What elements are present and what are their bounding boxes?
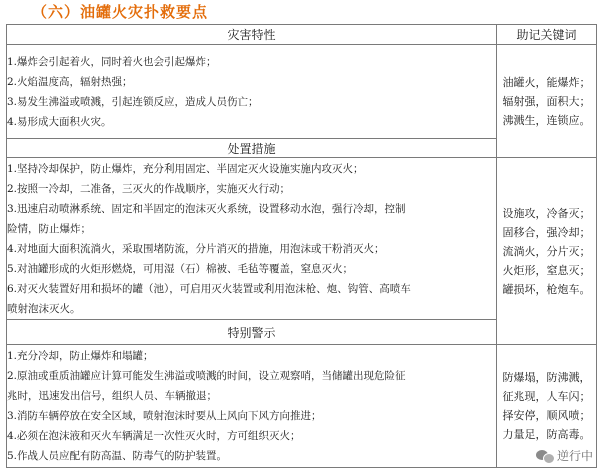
list-item: 5.作战人员应配有防高温、防毒气的防护装置。 bbox=[7, 450, 228, 462]
section-hazard-items-row bbox=[7, 45, 597, 139]
list-item: 6.对灭火装置好用和损坏的罐（池），可启用灭火装置或利用泡沫枪、炮、钩管、高喷车 bbox=[7, 282, 411, 295]
measures-items bbox=[7, 158, 497, 320]
keyword-line: 沸溅生，连锁应。 bbox=[502, 113, 591, 127]
hazard-keywords bbox=[497, 45, 597, 158]
keyword-line: 择安停，顺风喷； bbox=[502, 409, 591, 422]
wechat-icon bbox=[536, 449, 554, 463]
wechat-watermark bbox=[533, 446, 596, 465]
warnings-heading: 特别警示 bbox=[7, 320, 497, 345]
hazard-items bbox=[7, 45, 497, 139]
warnings-items bbox=[7, 345, 497, 468]
keyword-line: 罐损坏，枪炮车。 bbox=[502, 282, 591, 296]
list-item: 险情，防止爆炸； bbox=[7, 222, 91, 235]
list-item: 5.对油罐形成的火炬形燃烧，可用湿（石）棉被、毛毡等覆盖，窒息灭火； bbox=[7, 262, 354, 275]
keyword-line: 油罐火，能爆炸； bbox=[502, 75, 591, 89]
watermark-text: 逆行中 bbox=[556, 449, 593, 463]
list-item: 4.易形成大面积火灾。 bbox=[7, 115, 112, 128]
list-item: 3.消防车辆停放在安全区域，喷射泡沫时要从上风向下风方向推进； bbox=[7, 410, 322, 422]
keyword-line: 固移合，强冷却； bbox=[502, 225, 591, 239]
measures-heading: 处置措施 bbox=[7, 139, 497, 158]
keyword-line: 辐射强，面积大； bbox=[502, 94, 591, 108]
list-item: 2.原油或重质油罐应计算可能发生沸溢或喷溅的时间，设立观察哨，当储罐出现危险征 bbox=[7, 370, 406, 382]
rescue-table bbox=[6, 24, 597, 468]
keyword-line: 征兆现，人车闪； bbox=[502, 390, 591, 403]
keyword-line: 流淌火，分片灭； bbox=[502, 244, 591, 258]
section-warnings-items-row bbox=[7, 345, 597, 468]
list-item: 1.爆炸会引起着火，同时着火也会引起爆炸； bbox=[7, 55, 217, 68]
header-hazard: 灾害特性 bbox=[7, 25, 497, 45]
page-title: （六）油罐火灾扑救要点 bbox=[32, 3, 209, 21]
list-item: 3.迅速启动喷淋系统、固定和半固定的泡沫灭火系统，设置移动水泡，强行冷却，控制 bbox=[7, 202, 406, 215]
keyword-line: 防爆塌，防沸溅， bbox=[502, 371, 591, 384]
list-item: 喷射泡沫灭火。 bbox=[7, 302, 81, 315]
list-item: 4.对地面大面积流淌火，采取围堵防流，分片消灭的措施，用泡沫或干粉消灭火； bbox=[7, 242, 385, 255]
keyword-line: 力量足，防高毒。 bbox=[502, 428, 591, 441]
header-keywords: 助记关键词 bbox=[497, 25, 597, 45]
keyword-line: 设施攻，冷备灭； bbox=[502, 206, 591, 220]
section-measures-items-row bbox=[7, 158, 597, 320]
list-item: 1.充分冷却，防止爆炸和塌罐； bbox=[7, 350, 154, 362]
list-item: 2.按照一冷却，二准备，三灭火的作战顺序，实施灭火行动； bbox=[7, 182, 291, 195]
list-item: 1.坚持冷却保护，防止爆炸，充分利用固定、半固定灭火设施实施内攻灭火； bbox=[7, 162, 364, 175]
list-item: 3.易发生沸溢或喷溅，引起连锁反应，造成人员伤亡； bbox=[7, 95, 259, 108]
header-row bbox=[7, 25, 597, 45]
measures-keywords bbox=[497, 158, 597, 345]
keyword-line: 火炬形，窒息灭； bbox=[502, 263, 591, 277]
list-item: 兆时，迅速发出信号，组织人员、车辆撤退； bbox=[7, 390, 217, 402]
list-item: 2.火焰温度高，辐射热强； bbox=[7, 75, 133, 88]
list-item: 4.必须在泡沫液和灭火车辆满足一次性灭火时，方可组织灭火； bbox=[7, 430, 301, 442]
